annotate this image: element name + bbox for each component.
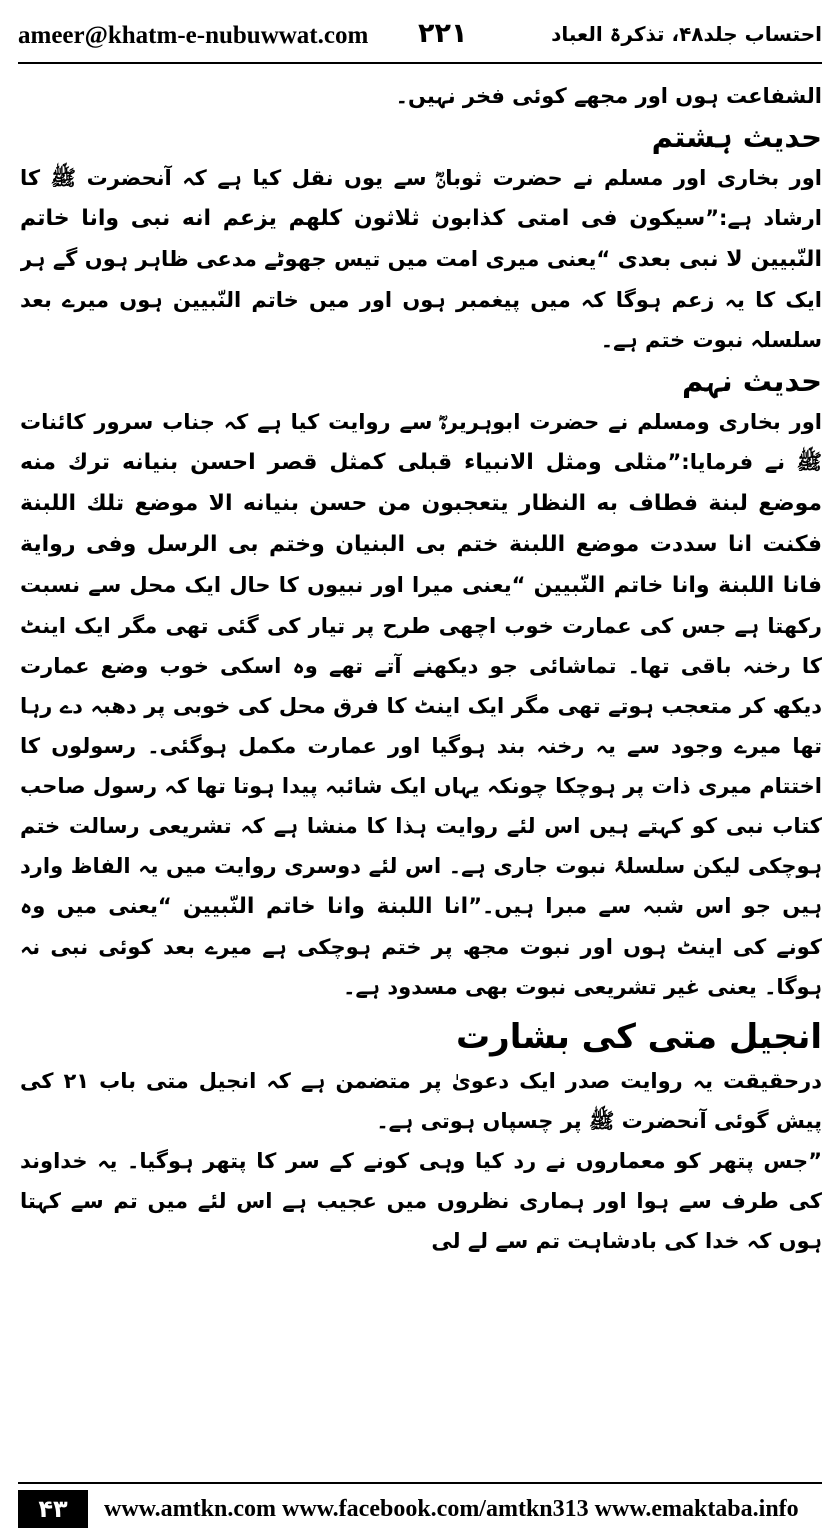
header-rule <box>18 62 822 64</box>
page-header <box>18 18 822 60</box>
page-number: ۲۲۱ <box>418 18 468 49</box>
page-body <box>20 76 822 1476</box>
hadith-8-arabic: سیکون فی امتی کذابون ثلاثون کلهم یزعم انه نبی وانا خاتم النّبیین لا نبی بعدی <box>20 206 822 272</box>
hadith-9-translation-2: “یعنی میں وہ کونے کی اینٹ ہوں اور نبوت مجھ پر ختم ہوچکی ہے میرے بعد کوئی نبی نہ ہوگا۔ یعنی غیر تشریعی نبوت بھی مسدود ہے۔ <box>20 894 822 999</box>
hadith-8-translation: “یعنی میری امت میں تیس جھوٹے مدعی ظاہر ہوں گے ہر ایک کا یہ زعم ہوگا کہ میں پیغمبر ہوں اور میں خاتم النّبیین ہوں میرے بعد سلسلہ نبوت ختم ہے۔ <box>20 247 822 352</box>
book-title: احتساب جلد۴۸، تذکرۃ العباد <box>551 22 822 46</box>
paragraph-hadith-9 <box>20 402 822 1007</box>
hadith-9-intro: اور بخاری ومسلم نے حضرت ابوہریرہؓ سے روایت کیا ہے کہ جناب سرور کائنات ﷺ نے فرمایا:” <box>20 410 822 474</box>
hadith-8-intro: اور بخاری اور مسلم نے حضرت ثوبانؓ سے یوں نقل کیا ہے کہ آنحضرت ﷺ کا ارشاد ہے:” <box>20 166 822 230</box>
paragraph-hadith-8 <box>20 158 822 360</box>
heading-hadith-9: حدیث نہم <box>682 364 822 398</box>
paragraph-quote: ”جس پتھر کو معماروں نے رد کیا وہی کونے کے سر کا پتھر ہوگیا۔ یہ خداوند کی طرف سے ہوا اور ہماری نظروں میں عجیب ہے اس لئے میں تم سے کہتا ہوں کہ خدا کی بادشاہت تم سے لے لی <box>20 1149 822 1253</box>
header-email: ameer@khatm-e-nubuwwat.com <box>18 22 369 49</box>
footer-number-box: ۴۳ <box>18 1490 88 1528</box>
footer-rule <box>18 1482 822 1484</box>
hadith-9-translation: “یعنی میرا اور نبیوں کا حال ایک محل سے نسبت رکھتا ہے جس کی عمارت خوب اچھی طرح پر تیار کی گئی تھی مگر ایک اینٹ کا رخنہ باقی تھا۔ تماشائی جو دیکھنے آتے تھے وہ اسکی خوب وضع عمارت دیکھ کر متعجب ہوتے تھی مگر ایک اینٹ کا فرق محل کی خوبی پر دھبہ دے رہا تھا میرے وجود سے یہ رخنہ بند ہوگیا اور عمارت مکمل ہوگئی۔ رسولوں کا اختتام میری ذات پر ہوچکا چونکہ یہاں ایک شائبہ پیدا ہوتا تھا کہ رسول صاحب کتاب نبی کو کہتے ہیں اس لئے روایت ہذا کا منشا ہے کہ تشریعی رسالت ختم ہوچکی لیکن سلسلۂ نبوت جاری ہے۔ اس لئے دوسری روایت میں یہ الفاظ وارد ہیں جو اس شبہ سے مبرا ہیں۔” <box>20 573 822 918</box>
paragraph-injil: درحقیقت یہ روایت صدر ایک دعویٰ پر متضمن ہے کہ انجیل متی باب ۲۱ کی پیش گوئی آنحضرت ﷺ پر چسپاں ہوتی ہے۔ <box>20 1069 822 1133</box>
heading-injil: انجیل متی کی بشارت <box>455 1017 822 1057</box>
page-footer <box>18 1490 822 1530</box>
paragraph-intro: الشفاعت ہوں اور مجھے کوئی فخر نہیں۔ <box>395 84 822 108</box>
hadith-9-arabic-2: انا اللبنة وانا خاتم النّبیین <box>182 894 469 919</box>
hadith-9-arabic: مثلی ومثل الانبیاء قبلی کمثل قصر احسن بنیانه ترك منه موضع لبنة فطاف به النظار یتعجبون من حسن بنیانه الا موضع تلك اللبنة فكنت انا سددت موضع اللبنة ختم بی البنیان وختم بی الرسل وفی روایة فانا اللبنة وانا خاتم النّبیین <box>20 450 822 598</box>
heading-hadith-8: حدیث ہشتم <box>651 120 822 154</box>
footer-links: www.amtkn.com www.facebook.com/amtkn313 www.emaktaba.info <box>104 1496 799 1522</box>
